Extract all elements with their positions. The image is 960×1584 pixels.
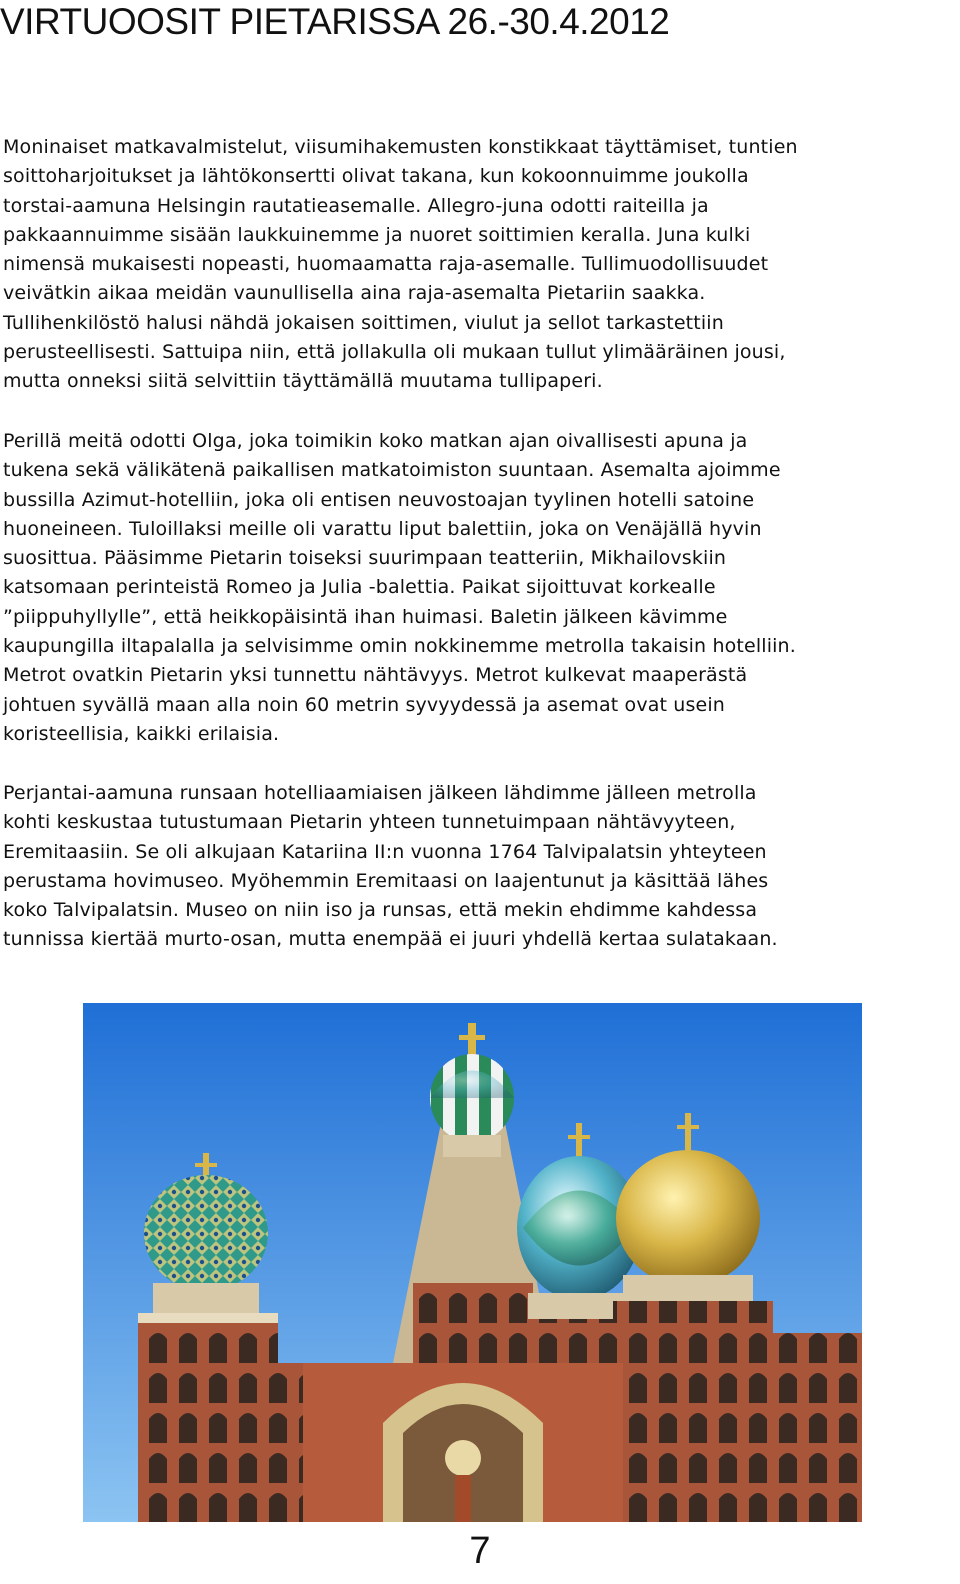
church-domes-illustration [83,1003,862,1522]
text-line: suosittua. Pääsimme Pietarin toiseksi suurimpaan teatteriin, Mikhailovskiin [3,547,727,570]
text-line: kaupungilla iltapalalla ja selvisimme omin nokkinemme metrolla takaisin hotelliin. [3,635,796,658]
text-line: bussilla Azimut-hotelliin, joka oli entisen neuvostoajan tyylinen hotelli satoine [3,488,755,511]
text-line: pakkaannuimme sisään laukkuinemme ja nuoret soittimien keralla. Juna kulki [3,223,751,246]
page-title: VIRTUOOSIT PIETARISSA 26.-30.4.2012 [0,1,670,42]
text-line: mutta onneksi siitä selvittiin täyttämällä muutama tullipaperi. [3,370,603,393]
paragraph-1 [3,133,798,397]
text-line: koko Talvipalatsin. Museo on niin iso ja runsas, että mekin ehdimme kahdessa [3,899,758,922]
text-line: Tullihenkilöstö halusi nähdä jokaisen soittimen, viulut ja sellot tarkastettiin [3,311,724,334]
text-line: perustama hovimuseo. Myöhemmin Eremitaasi on laajentunut ja käsittää lähes [3,869,769,892]
paragraph-2 [3,427,796,749]
text-line: koristeellisia, kaikki erilaisia. [3,722,280,745]
church-domes-photo [83,1003,862,1522]
text-line: Metrot ovatkin Pietarin yksi tunnettu nähtävyys. Metrot kulkevat maaperästä [3,664,748,687]
text-line: nimensä mukaisesti nopeasti, huomaamatta raja-asemalle. Tullimuodollisuudet [3,253,769,276]
text-line: torstai-aamuna Helsingin rautatieasemalle. Allegro-juna odotti raiteilla ja [3,194,709,217]
text-line: Moninaiset matkavalmistelut, viisumihakemusten konstikkaat täyttämiset, tuntien [3,136,798,158]
text-line: veivätkin aikaa meidän vaunullisella aina raja-asemalta Pietariin saakka. [3,282,706,305]
text-line: katsomaan perinteistä Romeo ja Julia -balettia. Paikat sijoittuvat korkealle [3,576,716,599]
page-number: 7 [469,1530,491,1572]
text-line: Perillä meitä odotti Olga, joka toimikin koko matkan ajan oivallisesti apuna ja [3,430,748,452]
text-line: huoneineen. Tuloillaksi meille oli varattu liput balettiin, joka on Venäjällä hyvin [3,517,762,540]
text-line: kohti keskustaa tutustumaan Pietarin yhteen tunnetuimpaan nähtävyyteen, [3,811,736,834]
text-line: ”piippuhyllylle”, että heikkopäisintä ihan huimasi. Baletin jälkeen kävimme [3,605,728,628]
text-line: johtuen syvällä maan alla noin 60 metrin syvyydessä ja asemat ovat usein [3,693,725,716]
text-line: Eremitaasiin. Se oli alkujaan Katariina II:n vuonna 1764 Talvipalatsin yhteyteen [3,840,767,863]
text-line: tunnissa kiertää murto-osan, mutta enempää ei juuri yhdellä kertaa sulatakaan. [3,928,778,951]
text-line: Perjantai-aamuna runsaan hotelliaamiaisen jälkeen lähdimme jälleen metrolla [3,782,757,804]
text-line: perusteellisesti. Sattuipa niin, että jollakulla oli mukaan tullut ylimääräinen jousi, [3,341,786,364]
paragraph-3 [3,779,778,955]
text-line: tukena sekä välikätenä paikallisen matkatoimiston suuntaan. Asemalta ajoimme [3,459,781,482]
text-line: soittoharjoitukset ja lähtökonsertti olivat takana, kun kokoonnuimme joukolla [3,165,749,188]
